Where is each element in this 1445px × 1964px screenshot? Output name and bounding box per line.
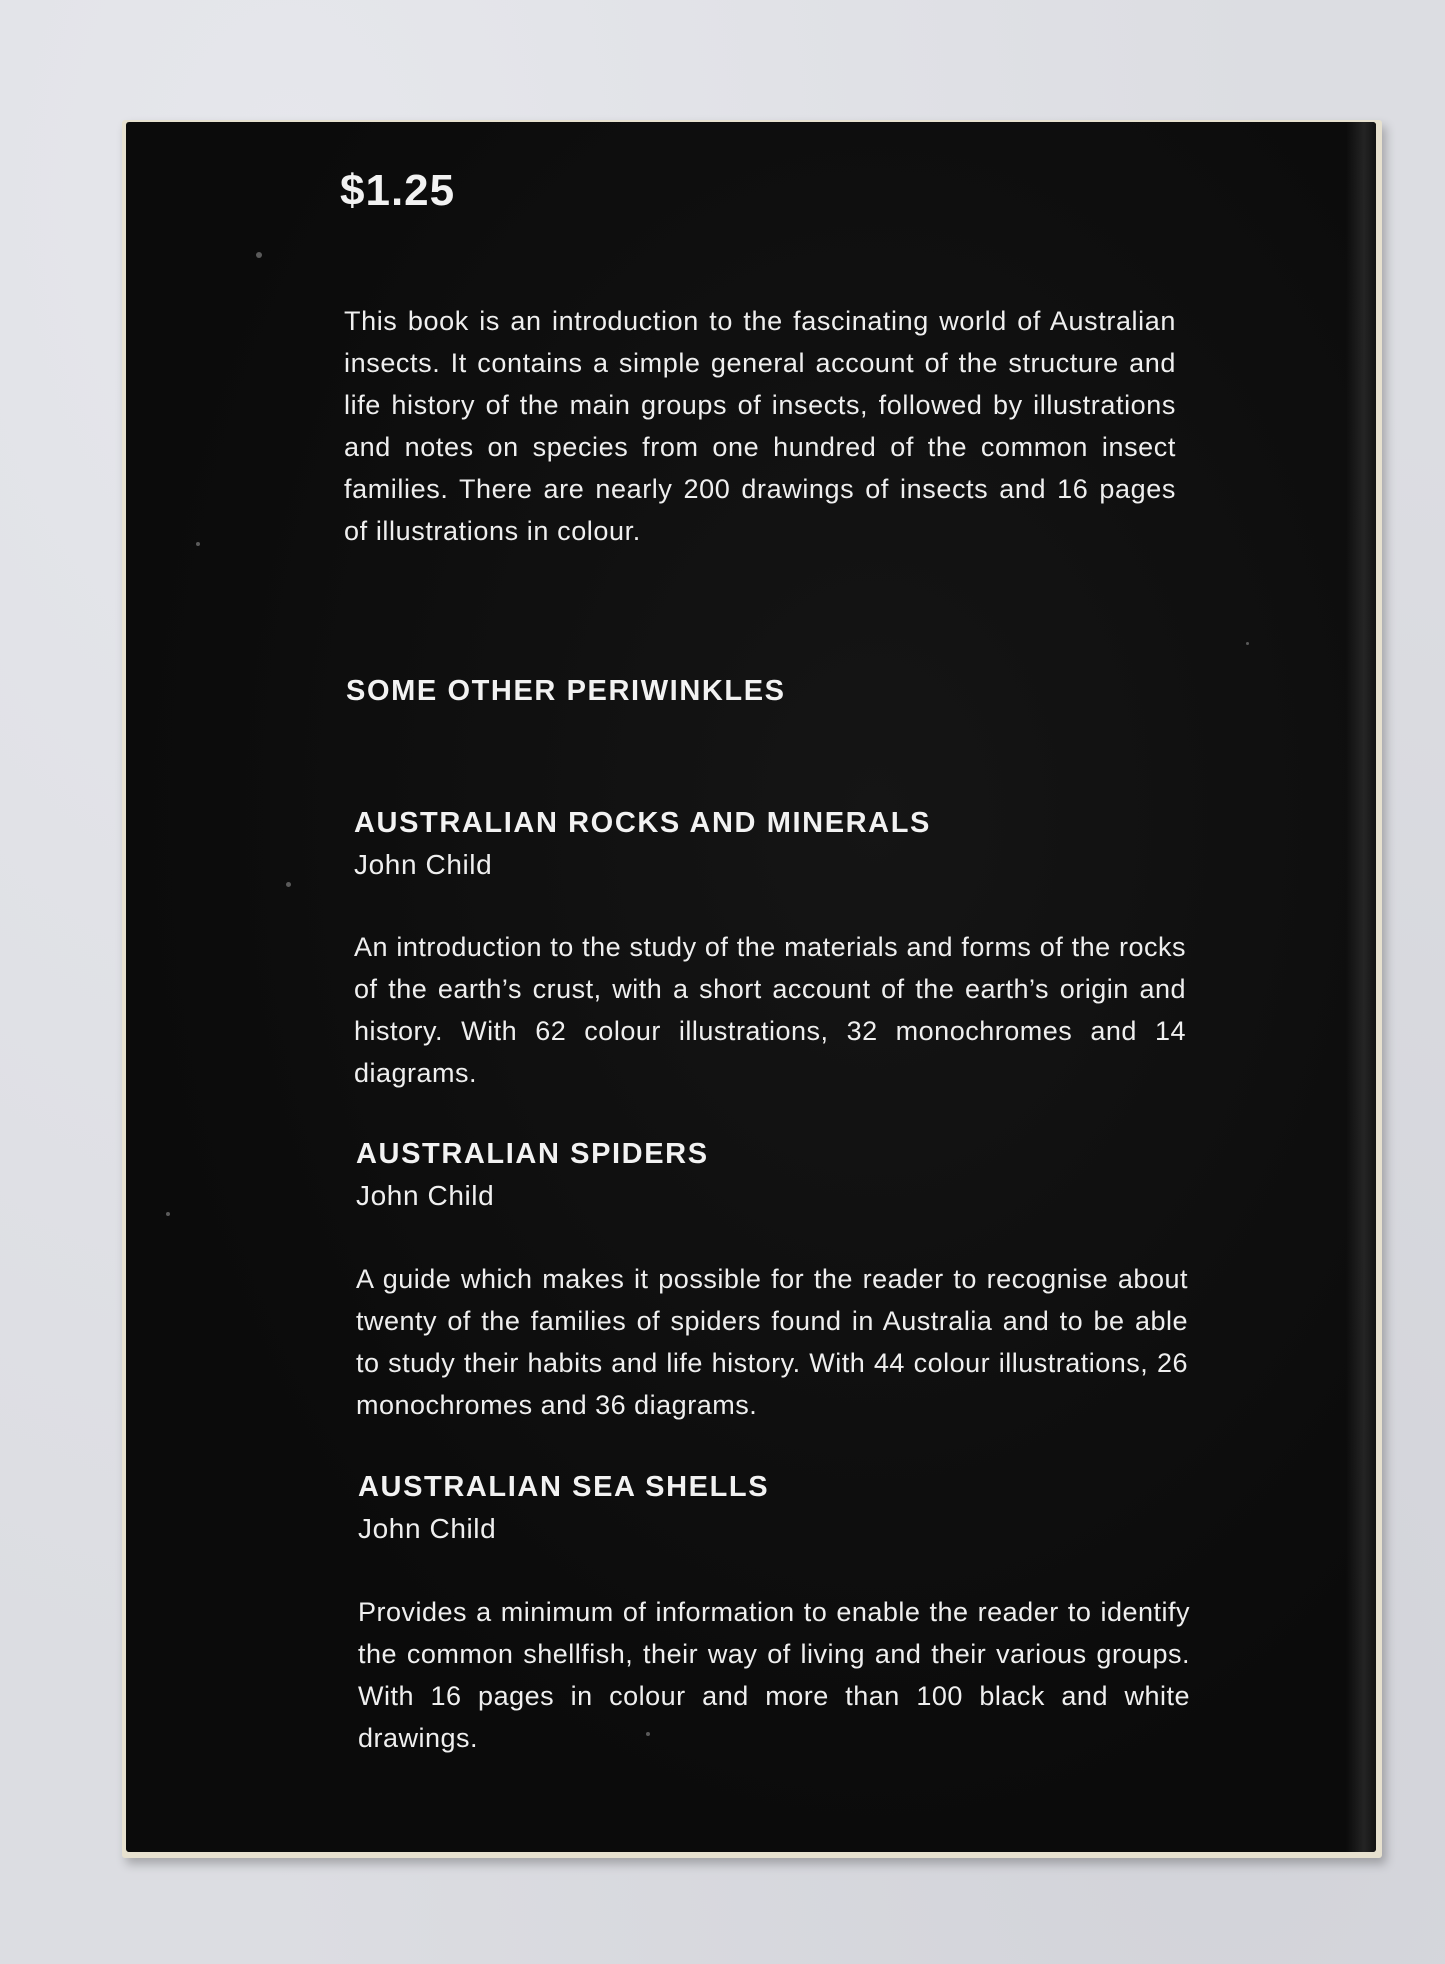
book-title: AUSTRALIAN SEA SHELLS: [358, 1471, 770, 1503]
book-author: John Child: [354, 849, 493, 880]
book-description: An introduction to the study of the materials and forms of the rocks of the earth’s crust, with a short account of the earth’s origin and history. With 62 colour illustrations, 32 monochromes and 14 diagrams.: [354, 932, 1186, 1088]
book-title: AUSTRALIAN SPIDERS: [356, 1138, 709, 1170]
cover-speck: [196, 542, 200, 546]
book-back-cover: [126, 122, 1376, 1852]
section-heading: SOME OTHER PERIWINKLES: [346, 675, 786, 707]
cover-speck: [166, 1212, 170, 1216]
cover-speck: [286, 882, 291, 887]
book-blurb: This book is an introduction to the fascinating world of Australian insects. It contains a simple general account of the structure and life history of the main groups of insects, followed by illustrations and notes on species from one hundred of the common insect families. There are nearly 200 drawings of insects and 16 pages of illustrations in colour.: [344, 306, 1176, 546]
book-author: John Child: [356, 1180, 495, 1211]
book-author: John Child: [358, 1513, 497, 1544]
book-price: $1.25: [340, 166, 456, 215]
cover-speck: [1246, 642, 1249, 645]
book-title: AUSTRALIAN ROCKS AND MINERALS: [354, 807, 931, 839]
book-description: A guide which makes it possible for the reader to recognise about twenty of the families of spiders found in Australia and to be able to study their habits and life history. With 44 colour illustrations, 26 monochromes and 36 diagrams.: [356, 1264, 1188, 1420]
cover-speck: [256, 252, 262, 258]
cover-edge-shadow: [1346, 122, 1376, 1852]
book-description: Provides a minimum of information to enable the reader to identify the common shellfish, their way of living and their various groups. With 16 pages in colour and more than 100 black and white drawings.: [358, 1597, 1190, 1753]
